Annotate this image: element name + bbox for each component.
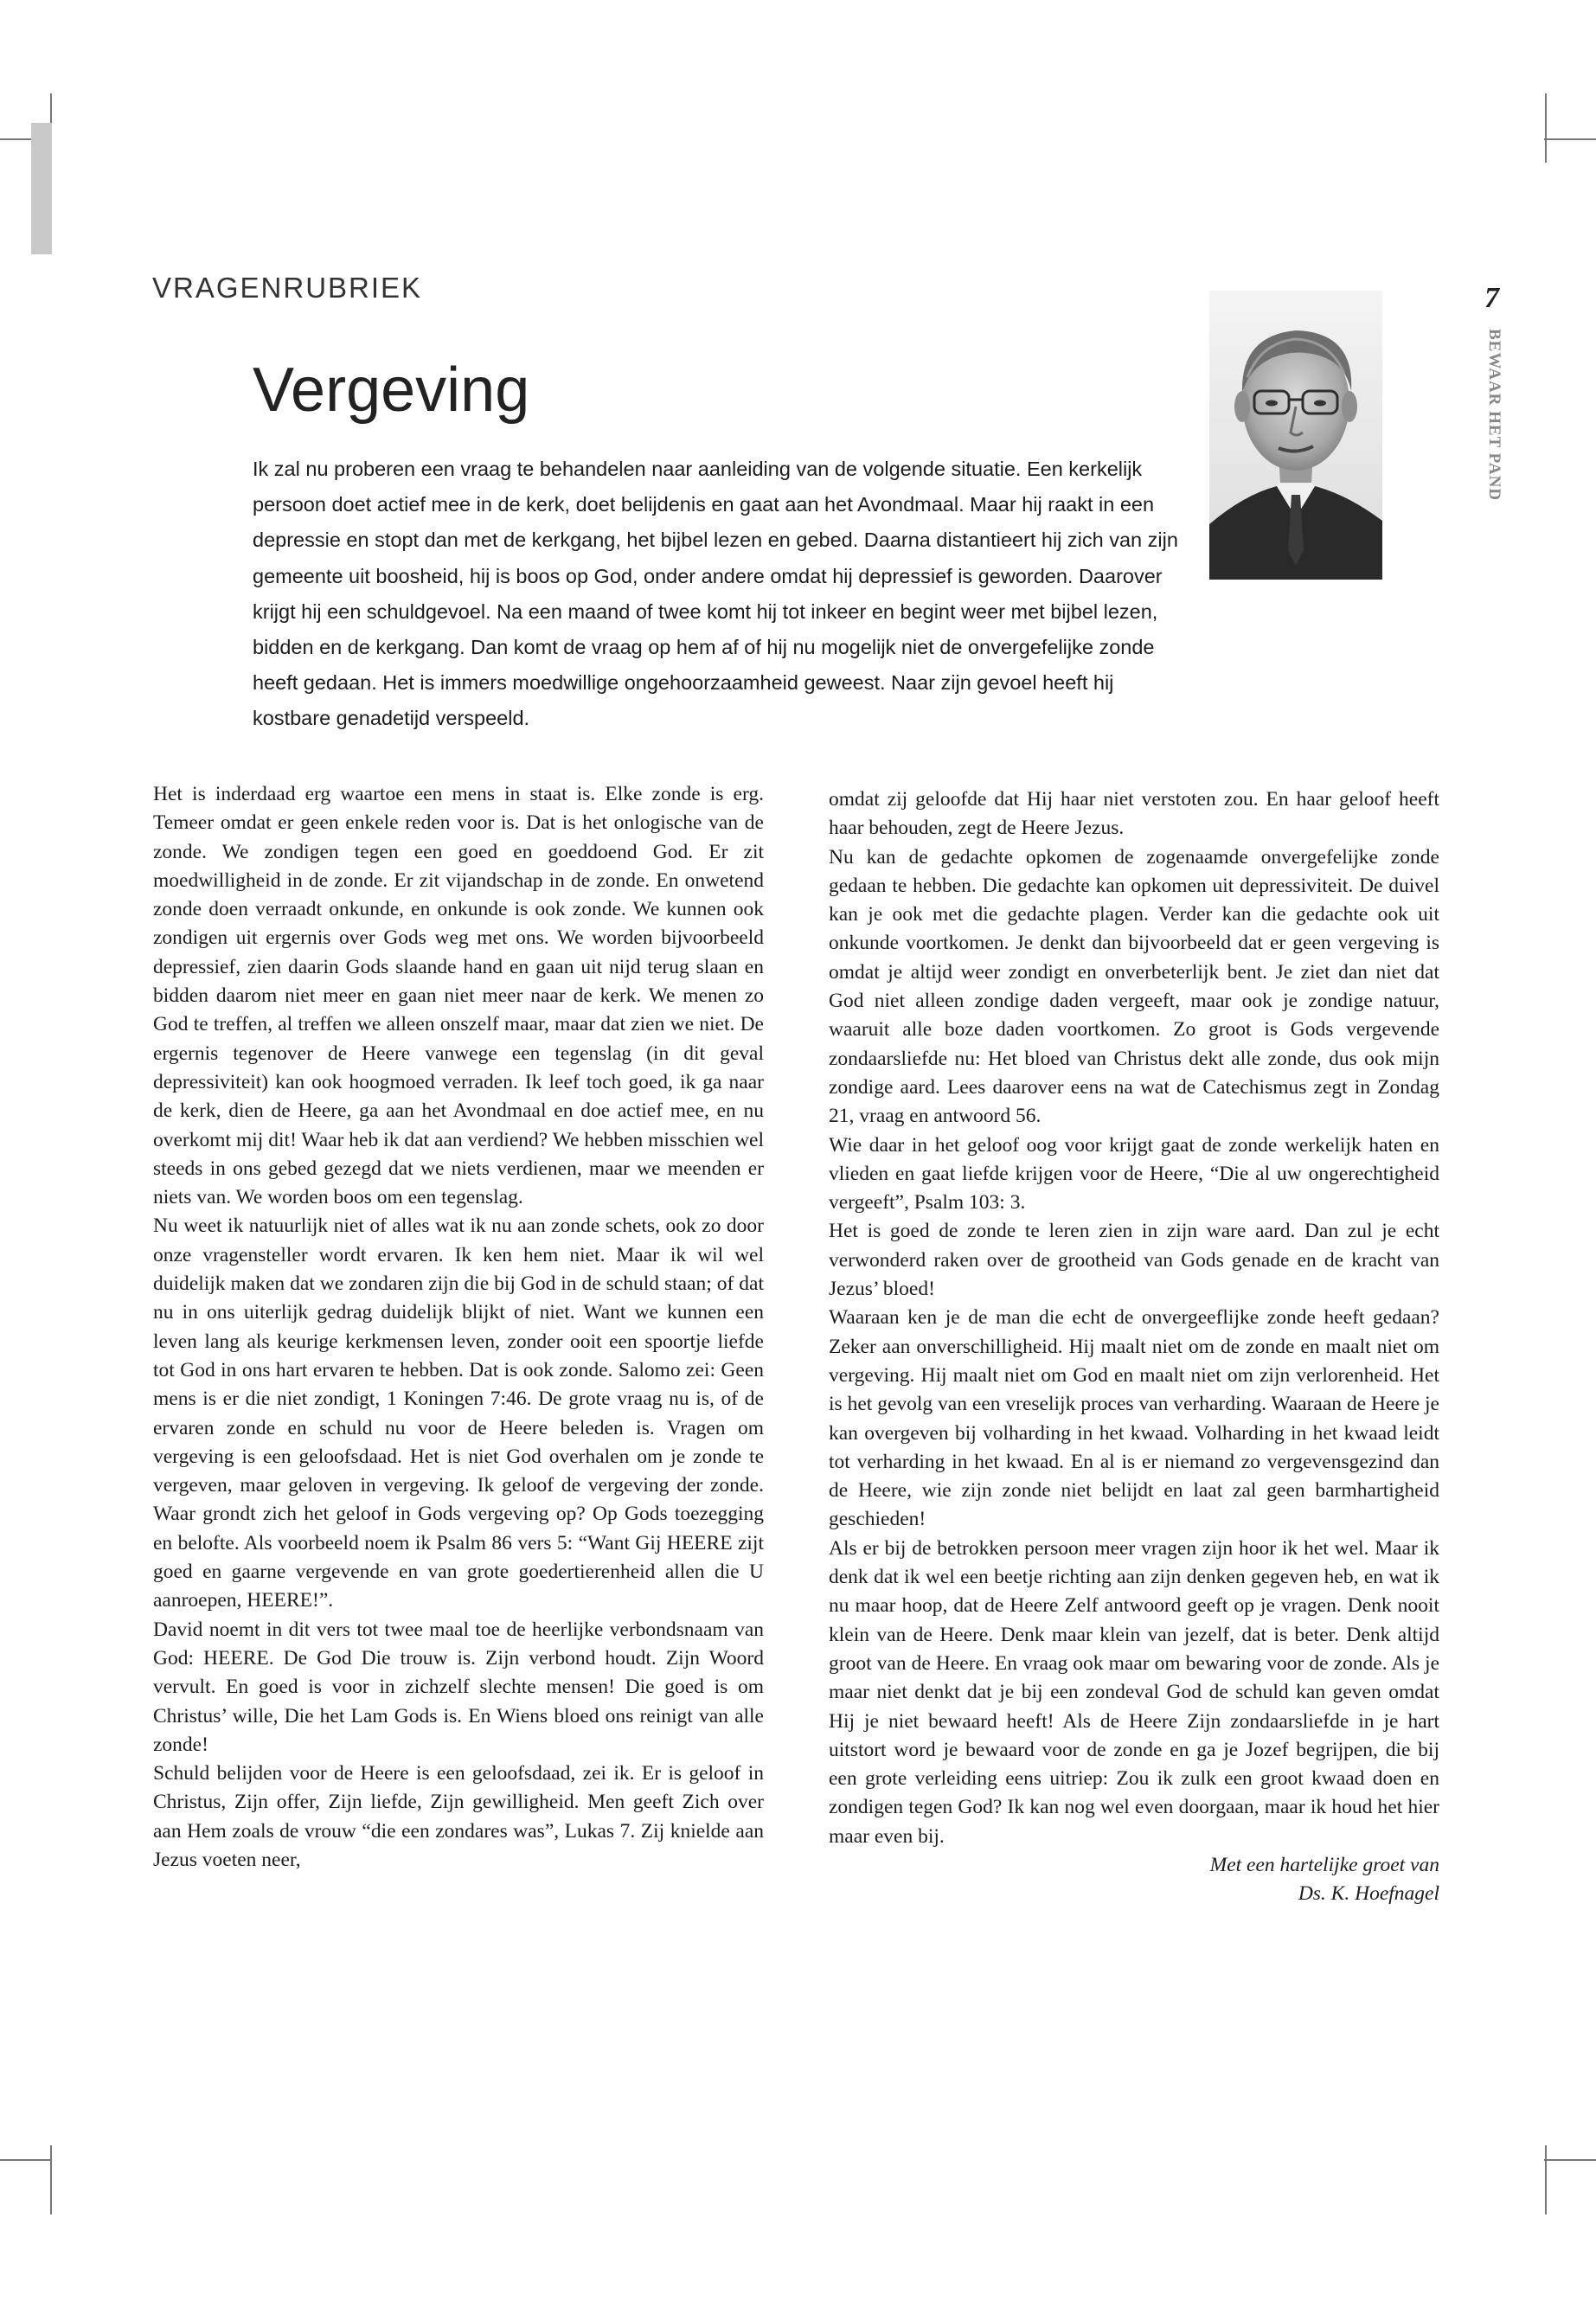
crop-mark bbox=[1545, 93, 1547, 163]
author-portrait-photo bbox=[1209, 291, 1382, 580]
body-paragraph: Het is inderdaad erg waartoe een mens in staat is. Elke zonde is erg. Temeer omdat er geen enkele reden voor is. Dat is het onlogische van de zonde. We zondigen tegen een goed en goeddoend God. Er zit moedwilligheid in de zonde. Er zit vijandschap in de zonde. En onwetend zonde doen verraadt onkunde, en onkunde is ook zonde. We kunnen ook zondigen uit ergernis over Gods weg met ons. We worden bijvoorbeeld depressief, zien daarin Gods slaande hand en gaan uit nijd terug slaan en bidden daarom niet meer en gaan niet meer naar de kerk. We menen zo God te treffen, al treffen we alleen onszelf maar, maar dat zien we niet. De ergernis tegenover de Heere vanwege een tegenslag (in dit geval depressiviteit) kan ook hoogmoed verraden. Ik leef toch goed, ik ga naar de kerk, dien de Heere, ga aan het Avondmaal en doe actief mee, en nu overkomt mij dit! Waar heb ik dat aan verdiend? We hebben misschien wel steeds in ons gebed gezegd dat we niets verdienen, maar we meenden er niets van. We worden boos om een tegenslag. bbox=[153, 783, 764, 1209]
left-column bbox=[153, 780, 764, 1875]
body-paragraph: Schuld belijden voor de Heere is een geloofsdaad, zei ik. Er is geloof in Christus, Zijn offer, Zijn liefde, Zijn gewilligheid. Men geeft Zich over aan Hem zoals de vrouw “die een zondares was”, Lukas 7. Zij knielde aan Jezus voeten neer, bbox=[153, 1762, 764, 1871]
crop-mark bbox=[1544, 138, 1596, 140]
article-intro bbox=[253, 452, 1192, 737]
page-number: 7 bbox=[1484, 282, 1499, 314]
body-paragraph: omdat zij geloofde dat Hij haar niet verstoten zou. En haar geloof heeft haar behouden, zegt de Heere Jezus. bbox=[829, 788, 1439, 840]
body-paragraph: Het is goed de zonde te leren zien in zijn ware aard. Dan zul je echt verwonderd raken over de grootheid van Gods genade en de kracht van Jezus’ bloed! bbox=[829, 1220, 1439, 1301]
section-label: VRAGENRUBRIEK bbox=[152, 272, 423, 304]
page-edge-tab bbox=[31, 123, 52, 254]
intro-paragraph: Ik zal nu proberen een vraag te behandelen naar aanleiding van de volgende situatie. Een kerkelijk persoon doet actief mee in de kerk, doet belijdenis en gaat aan het Avondmaal. Maar hij raakt in een depressie en stopt dan met de kerkgang, het bijbel lezen en gebed. Daarna distantieert hij zich van zijn gemeente uit boosheid, hij is boos op God, onder andere omdat hij depressief is geworden. Daarover krijgt hij een schuldgevoel. Na een maand of twee komt hij tot inkeer en begint weer met bijbel lezen, bidden en de kerkgang. Dan komt de vraag op hem af of hij nu mogelijk niet de onvergefelijke zonde heeft gedaan. Het is immers moedwillige ongehoorzaamheid geweest. Naar zijn gevoel heeft hij kostbare genadetijd verspeeld. bbox=[253, 458, 1178, 730]
body-paragraph: Wie daar in het geloof oog voor krijgt gaat de zonde werkelijk haten en vlieden en gaat liefde krijgen voor de Heere, “Die al uw ongerechtigheid vergeeft”, Psalm 103: 3. bbox=[829, 1133, 1439, 1215]
signoff-greeting: Met een hartelijke groet van bbox=[1209, 1853, 1439, 1876]
body-paragraph: Waaraan ken je de man die echt de onvergeeflijke zonde heeft gedaan? Zeker aan onverschilligheid. Hij maalt niet om de zonde en maalt niet om vergeving. Hij maalt niet om God en maalt niet om zijn verlorenheid. Het is het gevolg van een vreselijk proces van verharding. Waaraan de Heere je kan overgeven bij volharding in het kwaad. Volharding in het kwaad leidt tot verharding in het kwaad. En al is er niemand zo vergevensgezind dan de Heere, wie zijn zonde niet belijdt en laat zal geen barmhartigheid geschieden! bbox=[829, 1306, 1439, 1531]
body-paragraph: Nu kan de gedachte opkomen de zogenaamde onvergefelijke zonde gedaan te hebben. Die gedachte kan opkomen uit depressiviteit. De duivel kan je ook met die gedachte plagen. Verder kan die gedachte ook uit onkunde voortkomen. Je denkt dan bijvoorbeeld dat er geen vergeving is omdat je altijd weer zondigt en onverbeterlijk bent. Je ziet dan niet dat God niet alleen zondige daden vergeeft, maar ook je zondige natuur, waaruit alle boze daden voortkomen. Zo groot is Gods vergevende zondaarsliefde nu: Het bloed van Christus dekt alle zonde, dus ook mijn zondige aard. Lees daarover eens na wat de Catechismus zegt in Zondag 21, vraag en antwoord 56. bbox=[829, 845, 1439, 1128]
crop-mark bbox=[0, 2159, 52, 2161]
body-paragraph: David noemt in dit vers tot twee maal toe de heerlijke verbondsnaam van God: HEERE. De God Die trouw is. Zijn verbond houdt. Zijn Woord vervult. En goed is voor in zichzelf slechte mensen! Die goed is om Christus’ wille, Die het Lam Gods is. En Wiens bloed ons reinigt van alle zonde! bbox=[153, 1618, 764, 1756]
crop-mark bbox=[1545, 2145, 1547, 2214]
body-paragraph: Als er bij de betrokken persoon meer vragen zijn hoor ik het wel. Maar ik denk dat ik wel een beetje richting aan zijn denken gegeven heb, en wat ik nu maar hoop, dat de Heere Zelf antwoord geeft op je vragen. Denk nooit klein van de Heere. Denk maar klein van jezelf, dat is beter. Denk altijd groot van de Heere. En vraag ook maar om bewaring voor de zonde. Als je maar niet denkt dat je bij een zondeval God de schuld kan geven omdat Hij je niet bewaard heeft! Als de Heere Zijn zondaarsliefde in je hart uitstort word je bewaard voor de zonde en ga je Jozef begrijpen, die bij een grote verleiding eens uitriep: Zou ik zulk een groot kwaad doen en zondigen tegen God? Ik kan nog wel even doorgaan, maar ik houd het hier maar even bij. bbox=[829, 1536, 1439, 1848]
running-head: BEWAAR HET PAND bbox=[1485, 329, 1503, 502]
signoff-author: Ds. K. Hoefnagel bbox=[1298, 1882, 1439, 1906]
crop-mark bbox=[1544, 2159, 1596, 2161]
article-title: Vergeving bbox=[253, 356, 530, 425]
signoff bbox=[829, 1851, 1439, 1909]
crop-mark bbox=[50, 2145, 52, 2214]
body-paragraph: Nu weet ik natuurlijk niet of alles wat ik nu aan zonde schets, ook zo door onze vragensteller wordt ervaren. Ik ken hem niet. Maar ik wil wel duidelijk maken dat we zondaren zijn die bij God in de schuld staan; of dat nu in ons uiterlijk gedrag duidelijk blijkt of niet. Want we kunnen een leven lang als keurige kerkmensen leven, zonder ooit een spoortje liefde tot God in ons hart ervaren te hebben. Dat is ook zonde. Salomo zei: Geen mens is er die niet zondigt, 1 Koningen 7:46. De grote vraag nu is, of de ervaren zonde en schuld nu voor de Heere beleden is. Vragen om vergeving is een geloofsdaad. Het is niet God overhalen om je zonde te vergeven, maar geloven in vergeving. Ik geloof de vergeving der zonde. Waar grondt zich het geloof in Gods vergeving op? Op Gods toezegging en belofte. Als voorbeeld noem ik Psalm 86 vers 5: “Want Gij HEERE zijt goed en gaarne vergevende en van grote goedertierenheid allen die U aanroepen, HEERE!”. bbox=[153, 1215, 764, 1612]
right-column bbox=[829, 785, 1439, 1909]
